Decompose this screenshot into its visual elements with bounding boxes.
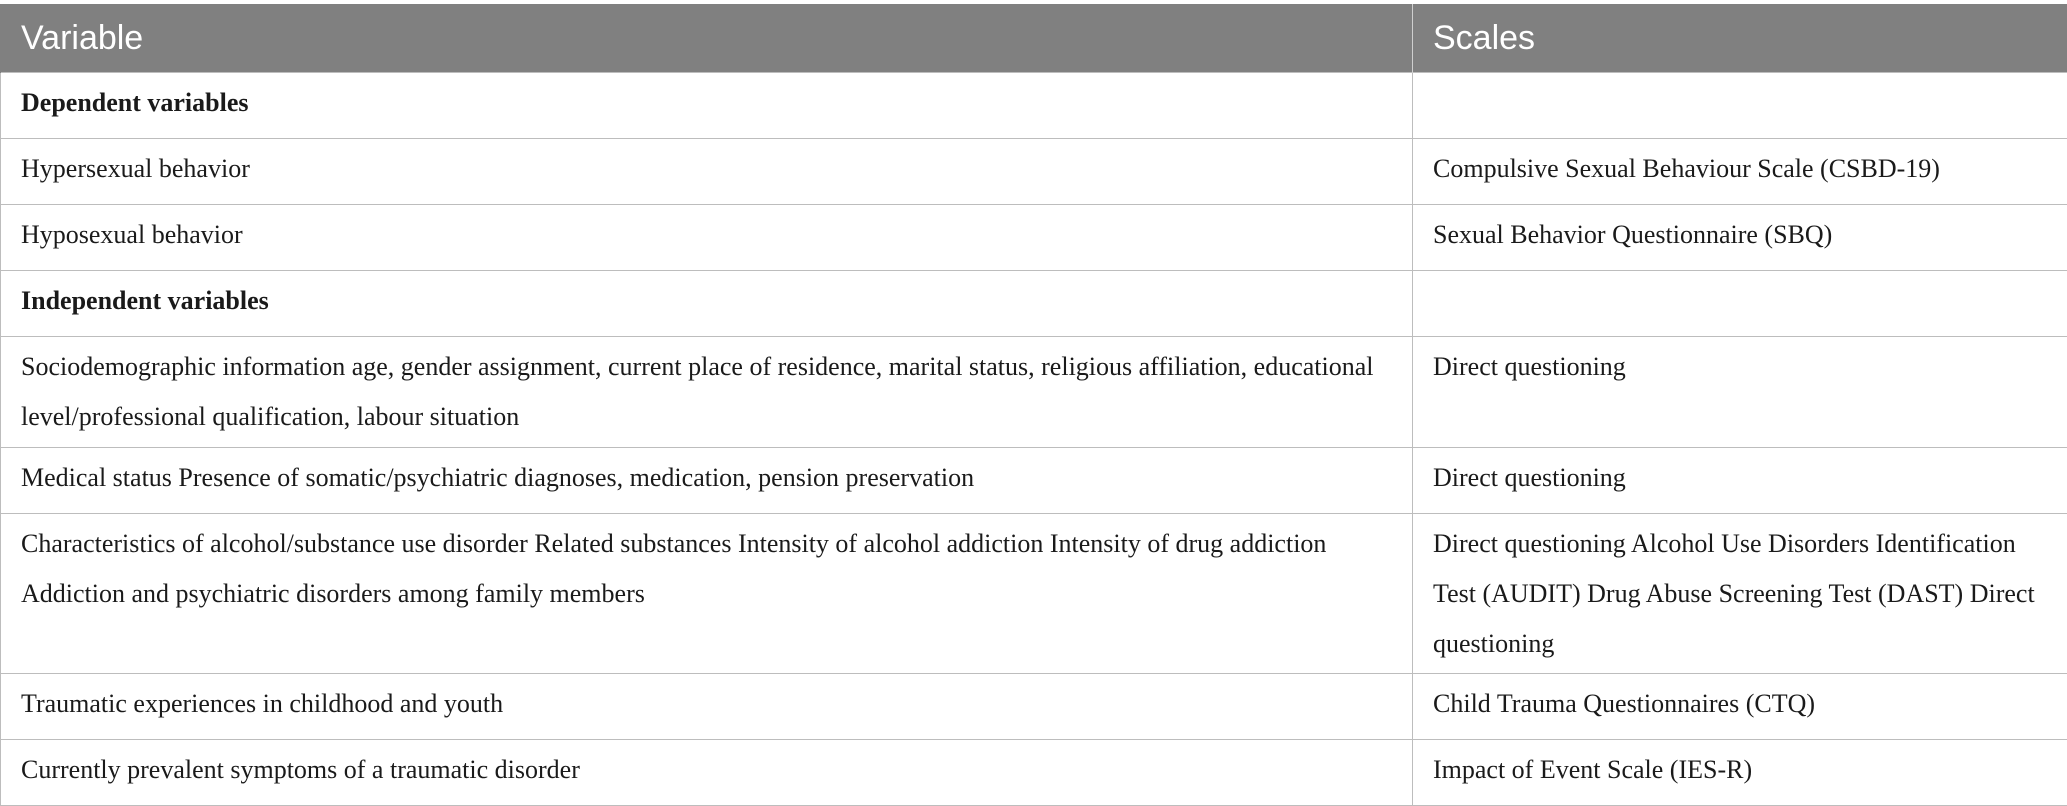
- table-header: [1, 4, 2067, 73]
- scale-cell: [1413, 73, 2067, 139]
- table-row: [1, 139, 2067, 205]
- variable-cell: Traumatic experiences in childhood and youth: [1, 674, 1413, 740]
- variable-cell: Hypersexual behavior: [1, 139, 1413, 205]
- section-heading-dependent: Dependent variables: [1, 73, 1413, 139]
- variables-scales-table-container: [0, 4, 2067, 806]
- variable-cell: Sociodemographic information age, gender assignment, current place of residence, marital status, religious affiliation, educational level/professional qualification, labour situation: [1, 337, 1413, 448]
- table-body: [1, 73, 2067, 806]
- scale-cell: Direct questioning Alcohol Use Disorders Identification Test (AUDIT) Drug Abuse Screening Test (DAST) Direct questioning: [1413, 514, 2067, 674]
- table-row: [1, 205, 2067, 271]
- header-variable: Variable: [1, 4, 1413, 73]
- variables-scales-table: [0, 4, 2067, 806]
- scale-cell: Direct questioning: [1413, 337, 2067, 448]
- variable-cell: Hyposexual behavior: [1, 205, 1413, 271]
- variable-cell: Characteristics of alcohol/substance use disorder Related substances Intensity of alcohol addiction Intensity of drug addiction Addiction and psychiatric disorders among family members: [1, 514, 1413, 674]
- header-scales: Scales: [1413, 4, 2067, 73]
- scale-cell: Direct questioning: [1413, 448, 2067, 514]
- table-row: [1, 448, 2067, 514]
- variable-cell: Currently prevalent symptoms of a traumatic disorder: [1, 740, 1413, 806]
- section-heading-independent: Independent variables: [1, 271, 1413, 337]
- variable-cell: Medical status Presence of somatic/psychiatric diagnoses, medication, pension preservation: [1, 448, 1413, 514]
- table-row: [1, 337, 2067, 448]
- scale-cell: [1413, 271, 2067, 337]
- table-row: [1, 740, 2067, 806]
- scale-cell: Child Trauma Questionnaires (CTQ): [1413, 674, 2067, 740]
- scale-cell: Impact of Event Scale (IES-R): [1413, 740, 2067, 806]
- scale-cell: Sexual Behavior Questionnaire (SBQ): [1413, 205, 2067, 271]
- table-row-section: [1, 271, 2067, 337]
- table-row: [1, 674, 2067, 740]
- table-row-section: [1, 73, 2067, 139]
- header-row: [1, 4, 2067, 73]
- table-row: [1, 514, 2067, 674]
- scale-cell: Compulsive Sexual Behaviour Scale (CSBD-19): [1413, 139, 2067, 205]
